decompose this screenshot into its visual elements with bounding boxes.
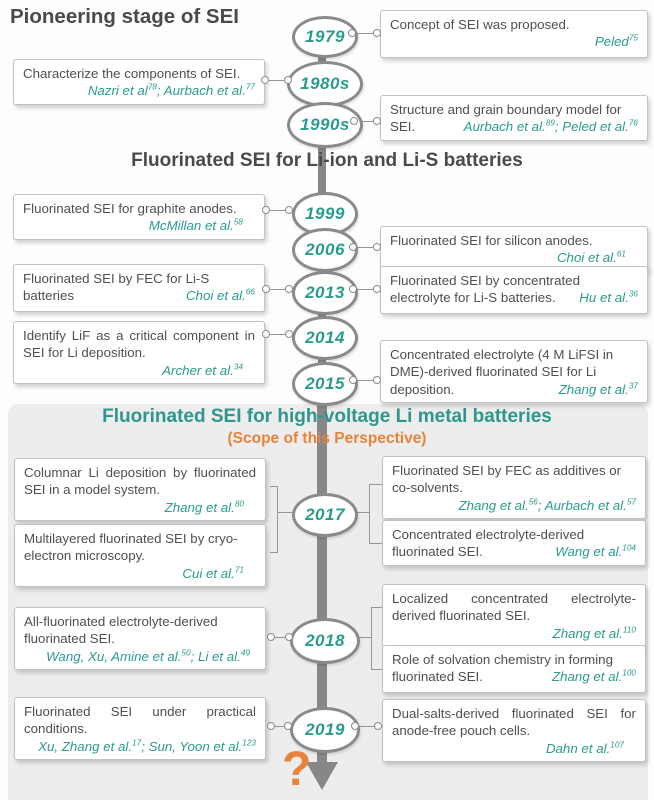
year-label: 1980s [300, 74, 350, 93]
connector-dot [262, 285, 270, 293]
event-citation: Zhang et al.$^{100}$ [552, 668, 636, 685]
year-node-2014 [292, 316, 358, 360]
event-text: Columnar Li deposition by fluorinated SEI in a model system. [24, 465, 256, 498]
connector-dot [261, 76, 269, 84]
year-label: 1999 [305, 204, 345, 223]
connector-dot [349, 285, 357, 293]
connector-bracket [371, 669, 382, 670]
connector-bracket [369, 543, 382, 544]
event-box-2017-left-a [14, 458, 266, 521]
event-box-2015 [380, 340, 648, 403]
event-citation: Nazri et $al^{78}$; Aurbach et al.$^{77}$ [87, 82, 255, 99]
connector-dot [284, 722, 292, 730]
connector-bracket [277, 512, 293, 513]
connector-bracket [270, 552, 278, 553]
event-citation: Cui et al.$^{71}$ [182, 565, 244, 581]
event-text: Fluorinated SEI by FEC for Li-S batteries [23, 271, 210, 304]
event-text: Localized concentrated electrolyte-derived fluorinated SEI. [392, 591, 636, 624]
connector-bracket [369, 484, 382, 485]
year-node-1990s [287, 102, 363, 148]
connector-bracket [270, 486, 278, 487]
event-citation: Choi et al.$^{61}$ [556, 249, 626, 266]
event-citation: Zhang et al.$^{37}$ [558, 381, 638, 397]
question-mark: ? [282, 743, 312, 796]
connector-dot [373, 117, 381, 125]
year-label: 2018 [305, 631, 345, 650]
section3-title: Fluorinated SEI for high-voltage Li metal batteries [102, 406, 552, 427]
event-text: Concept of SEI was proposed. [390, 17, 570, 32]
event-box-2017-right-b [382, 520, 646, 566]
connector-dot [267, 722, 275, 730]
event-citation: Aurbach et al.$^{89}$; Peled et al.$^{76}$ [463, 118, 638, 135]
event-text: Fluorinated SEI by FEC as additives or co-solvents. [392, 463, 622, 496]
event-text: Identify LiF as a critical component in SEI for Li deposition. [23, 328, 255, 361]
year-label: 2006 [305, 240, 345, 259]
year-node-2013 [292, 271, 358, 315]
event-box-1979 [380, 10, 648, 58]
event-citation: Zhang et al.$^{80}$ [164, 499, 244, 515]
event-box-1999 [13, 194, 265, 240]
year-label: 2019 [305, 720, 345, 739]
connector-dot [349, 243, 357, 251]
event-box-2019-right [382, 699, 646, 762]
event-text: Fluorinated SEI under practical conditions. [24, 704, 256, 737]
connector-dot [285, 633, 293, 641]
connector-bracket [371, 607, 382, 608]
connector-dot [351, 722, 359, 730]
year-node-2019 [290, 707, 360, 753]
connector-bracket [371, 607, 372, 670]
event-citation: Peled$^{75}$ [594, 33, 638, 50]
event-box-2019-left [14, 697, 266, 760]
year-label: 2015 [305, 374, 345, 393]
year-label: 2013 [305, 283, 345, 302]
event-text: Concentrated electrolyte-derived fluorinated SEI. [392, 527, 585, 560]
event-box-2013-right [380, 266, 648, 314]
year-node-2015 [292, 362, 358, 406]
connector-dot [373, 29, 381, 37]
connector-bracket [369, 484, 370, 544]
year-label: 2014 [305, 328, 345, 347]
connector-dot [350, 117, 358, 125]
year-node-2006 [292, 228, 358, 272]
connector-dot [374, 722, 382, 730]
event-box-2018-left [14, 607, 266, 670]
year-node-1980s [287, 61, 363, 107]
event-box-1980s [13, 59, 265, 105]
connector-dot [285, 206, 293, 214]
event-citation: Dahn et al.$^{107}$ [545, 740, 624, 756]
event-box-2017-right-a [382, 456, 646, 519]
connector-bracket [277, 486, 278, 553]
event-box-1990s [380, 95, 648, 141]
event-text: Fluorinated SEI for silicon anodes. [390, 233, 593, 248]
year-node-2018 [290, 618, 360, 664]
connector-dot [373, 376, 381, 384]
section1-title: Pioneering stage of SEI [10, 5, 239, 28]
event-text: Fluorinated SEI for graphite anodes. [23, 201, 237, 216]
event-box-2018-right-a [382, 584, 646, 647]
connector-dot [262, 206, 270, 214]
event-citation: McMillan et al.$^{58}$ [148, 217, 243, 234]
connector-dot [262, 330, 270, 338]
event-box-2018-right-b [382, 645, 646, 693]
event-box-2017-left-b [14, 524, 266, 587]
event-text: Multilayered fluorinated SEI by cryo-electron microscopy. [24, 531, 238, 564]
event-citation: Zhang et al.$^{110}$ [552, 625, 636, 641]
section3-subtitle: (Scope of this Perspective) [227, 430, 427, 447]
event-citation: Wang, Xu, Amine et al.$^{50}$; Li et al.$^{49}$ [46, 648, 250, 664]
event-citation: Wang et al.$^{104}$ [555, 543, 636, 560]
year-node-1979 [292, 16, 358, 58]
year-label: 1990s [300, 115, 350, 134]
event-citation: Xu, Zhang et al.$^{17}$; Sun, Yoon et al.$^{123}$ [38, 738, 256, 754]
event-citation: Hu et al.$^{36}$ [579, 289, 638, 306]
connector-dot [348, 29, 356, 37]
event-text: Characterize the components of SEI. [23, 66, 241, 81]
event-text: Concentrated electrolyte (4 M LiFSI in DME)-derived fluorinated SEI for Li deposition. [390, 347, 614, 397]
event-text: All-fluorinated electrolyte-derived fluorinated SEI. [24, 614, 218, 647]
event-box-2013-left [13, 264, 265, 312]
event-text: Fluorinated SEI by concentrated electrolyte for Li-S batteries. [390, 273, 580, 306]
event-text: Dual-salts-derived fluorinated SEI for anode-free pouch cells. [392, 706, 636, 739]
event-text: Role of solvation chemistry in forming fluorinated SEI. [392, 652, 613, 685]
connector-dot [285, 285, 293, 293]
connector-dot [349, 376, 357, 384]
section2-title: Fluorinated SEI for Li-ion and Li-S batteries [131, 150, 523, 171]
connector-dot [373, 243, 381, 251]
event-citation: Zhang et al.$^{56}$; Aurbach et al.$^{57}$ [458, 497, 636, 513]
event-citation: Archer et al.$^{34}$ [162, 362, 243, 378]
year-label: 2017 [305, 505, 345, 524]
connector-dot [267, 633, 275, 641]
event-citation: Choi et al.$^{66}$ [185, 287, 255, 304]
connector-dot [285, 330, 293, 338]
year-node-2017 [292, 493, 358, 537]
connector-dot [284, 76, 292, 84]
event-box-2014 [13, 321, 265, 384]
event-text: Structure and grain boundary model for SEI. [390, 102, 622, 135]
connector-dot [373, 285, 381, 293]
year-label: 1979 [305, 27, 345, 46]
